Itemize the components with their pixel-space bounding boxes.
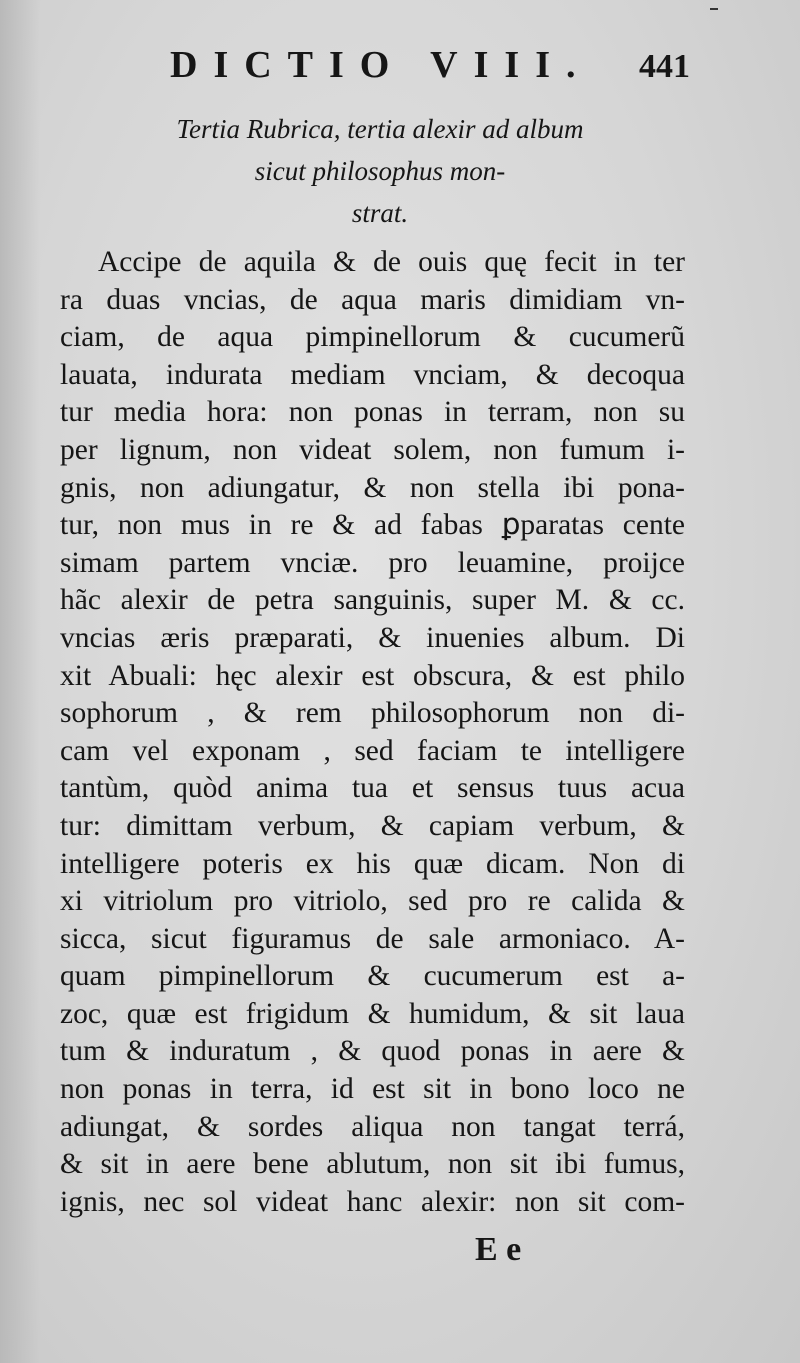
text-line: ignis, nec sol videat hanc alexir: non sit com- [60, 1185, 685, 1218]
rubric-heading [100, 108, 660, 234]
text-line: Accipe de aquila & de ouis quę fecit in ter [98, 246, 685, 278]
text-line: lauata, indurata mediam vnciam, & decoqua [60, 358, 685, 391]
text-line: xi vitriolum pro vitriolo, sed pro re calida & [60, 885, 685, 918]
catchword: E e [475, 1231, 522, 1268]
text-line: intelligere poteris ex his quæ dicam. Non di [60, 847, 685, 880]
text-line: tur media hora: non ponas in terram, non su [60, 396, 685, 429]
text-line: sicca, sicut figuramus de sale armoniaco. A- [60, 922, 685, 955]
page-number: 441 [639, 48, 690, 85]
text-line: gnis, non adiungatur, & non stella ibi pona- [60, 471, 685, 504]
rubric-line: strat. [351, 198, 409, 228]
text-line: simam partem vnciæ. pro leuamine, proijce [60, 546, 685, 579]
text-line: sophorum , & rem philosophorum non di- [60, 697, 685, 730]
page-mark [710, 8, 718, 10]
rubric-line: sicut philosophus mon- [254, 156, 506, 186]
text-line: tur: dimittam verbum, & capiam verbum, & [60, 809, 685, 842]
text-line: quam pimpinellorum & cucumerum est a- [60, 960, 685, 993]
text-line: non ponas in terra, id est sit in bono loco ne [60, 1073, 685, 1106]
text-line: tur, non mus in re & ad fabas ꝑparatas cente [60, 509, 685, 542]
text-line: adiungat, & sordes aliqua non tangat terrá, [60, 1110, 685, 1143]
text-line: vncias æris præparati, & inuenies album. Di [60, 621, 685, 654]
text-line: per lignum, non videat solem, non fumum i- [60, 433, 685, 466]
text-line: tum & induratum , & quod ponas in aere & [60, 1035, 685, 1068]
text-line: tantùm, quòd anima tua et sensus tuus acua [60, 772, 685, 805]
text-line: xit Abuali: hęc alexir est obscura, & est philo [60, 659, 685, 692]
text-line: ra duas vncias, de aqua maris dimidiam vn- [60, 283, 685, 316]
rubric-line: Tertia Rubrica, tertia alexir ad album [176, 114, 584, 144]
header-title: DICTIO VIII. [170, 44, 592, 86]
text-line: & sit in aere bene ablutum, non sit ibi fumus, [60, 1148, 685, 1181]
page-edge-shadow [0, 0, 40, 1363]
body-text [60, 244, 685, 1221]
text-line: cam vel exponam , sed faciam te intelligere [60, 734, 685, 767]
text-line: hãc alexir de petra sanguinis, super M. & cc. [60, 584, 685, 617]
running-header [170, 40, 690, 90]
text-line: ciam, de aqua pimpinellorum & cucumerũ [60, 321, 685, 354]
text-line: zoc, quæ est frigidum & humidum, & sit laua [60, 997, 685, 1030]
